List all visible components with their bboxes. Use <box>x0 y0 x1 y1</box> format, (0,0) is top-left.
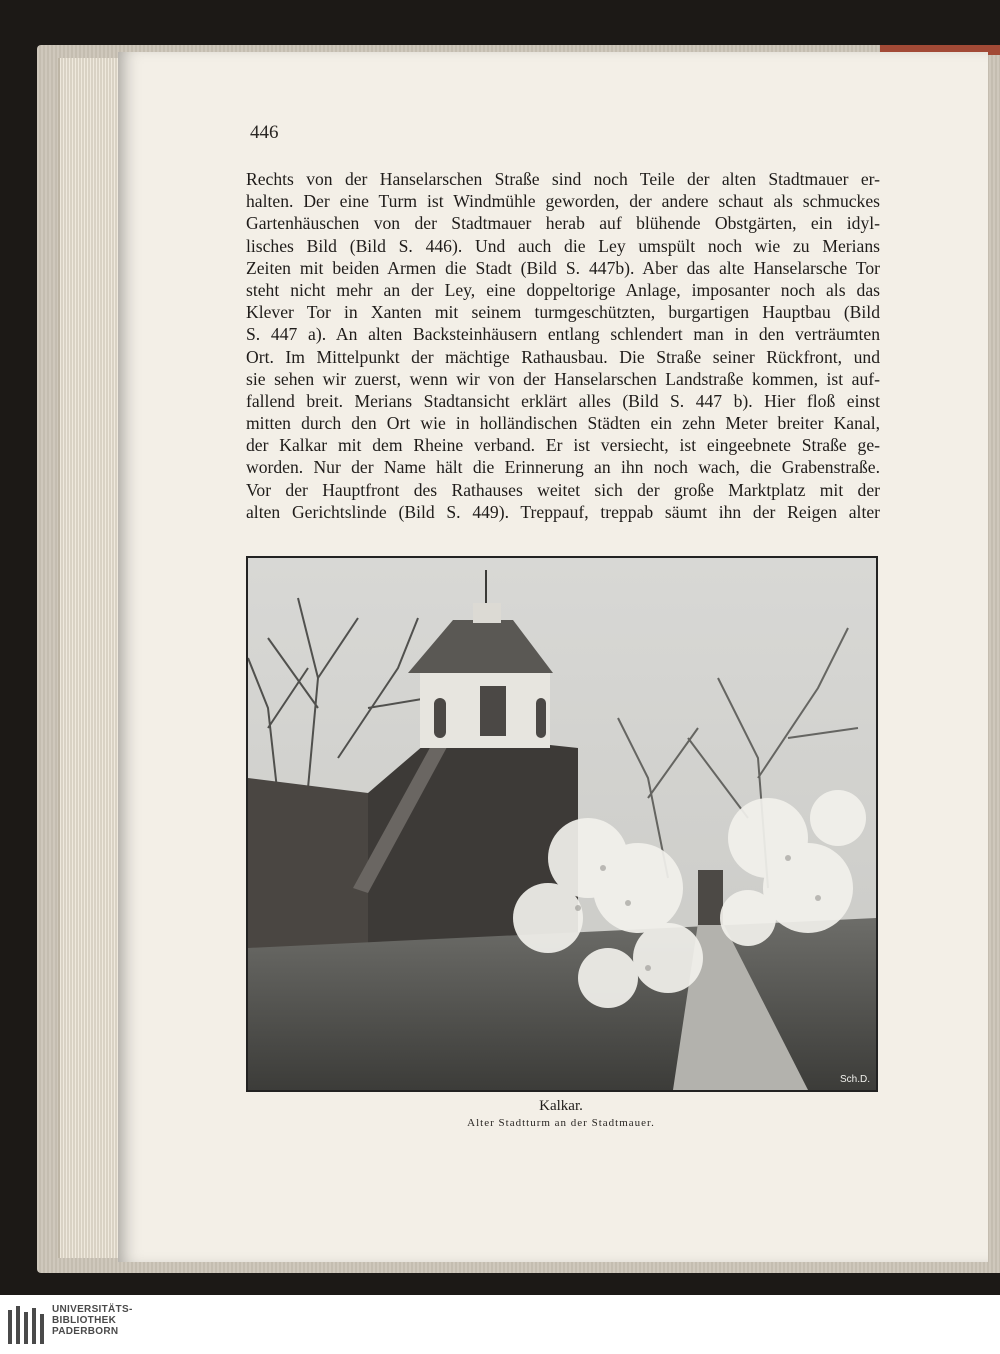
text-line: lisches Bild (Bild S. 446). Und auch die Ley umspült noch wie zu Merians <box>246 235 880 256</box>
figure-photo <box>246 556 878 1092</box>
text-line: worden. Nur der Name hält die Erinnerung an ihn noch wach, die Grabenstraße. <box>246 457 880 478</box>
text-line: Rechts von der Hanselarschen Straße sind noch Teile der alten Stadtmauer er- <box>246 169 880 189</box>
tower-garden-photo <box>248 558 876 1090</box>
text-line: Ort. Im Mittelpunkt der mächtige Rathausbau. Die Straße seiner Rückfront, und <box>246 346 880 367</box>
logo-line-2: BIBLIOTHEK <box>52 1315 117 1326</box>
photo-signature: Sch.D. <box>840 1074 871 1085</box>
text-line: Klever Tor in Xanten mit seinem turmgeschützten, burgartigen Hauptbau (Bild <box>246 302 880 323</box>
text-line: halten. Der eine Turm ist Windmühle geworden, der andere schaut als schmuckes <box>246 191 880 212</box>
logo-line-3: PADERBORN <box>52 1326 119 1337</box>
figure-caption-subtitle: Alter Stadtturm an der Stadtmauer. <box>467 1117 655 1129</box>
text-line: sie sehen wir zuerst, wenn wir von der Hanselarschen Landstraße kommen, ist auf- <box>246 368 880 389</box>
figure-caption-title: Kalkar. <box>539 1098 583 1114</box>
text-line: steht nicht mehr an der Ley, eine doppeltorige Anlage, imposanter noch als das <box>246 279 880 300</box>
text-line: fallend breit. Merians Stadtansicht erklärt alles (Bild S. 447 b). Hier floß einst <box>246 390 880 411</box>
logo-line-1: UNIVERSITÄTS- <box>52 1304 133 1315</box>
library-logo-icon <box>8 1306 46 1346</box>
text-line: der Kalkar mit dem Rheine verband. Er ist versiecht, ist eingeebnete Straße ge- <box>246 435 880 456</box>
text-line: alten Gerichtslinde (Bild S. 449). Treppauf, treppab säumt ihn der Reigen alter <box>246 501 880 522</box>
body-text <box>246 168 880 523</box>
footer-bar <box>0 1295 1000 1354</box>
text-line: Vor der Hauptfront des Rathauses weitet sich der große Marktplatz mit der <box>246 479 880 500</box>
text-line: Zeiten mit beiden Armen die Stadt (Bild S. 447b). Aber das alte Hanselarsche Tor <box>246 257 880 278</box>
page-number: 446 <box>250 122 279 143</box>
text-line: Gartenhäuschen von der Stadtmauer herab auf blühende Obstgärten, ein idyl- <box>246 213 880 234</box>
library-logo-text <box>52 1304 133 1337</box>
text-line: S. 447 a). An alten Backsteinhäusern entlang schlendert man in den verträumten <box>246 324 880 345</box>
text-line: mitten durch den Ort wie in holländischen Städten ein zehn Meter breiter Kanal, <box>246 413 880 434</box>
